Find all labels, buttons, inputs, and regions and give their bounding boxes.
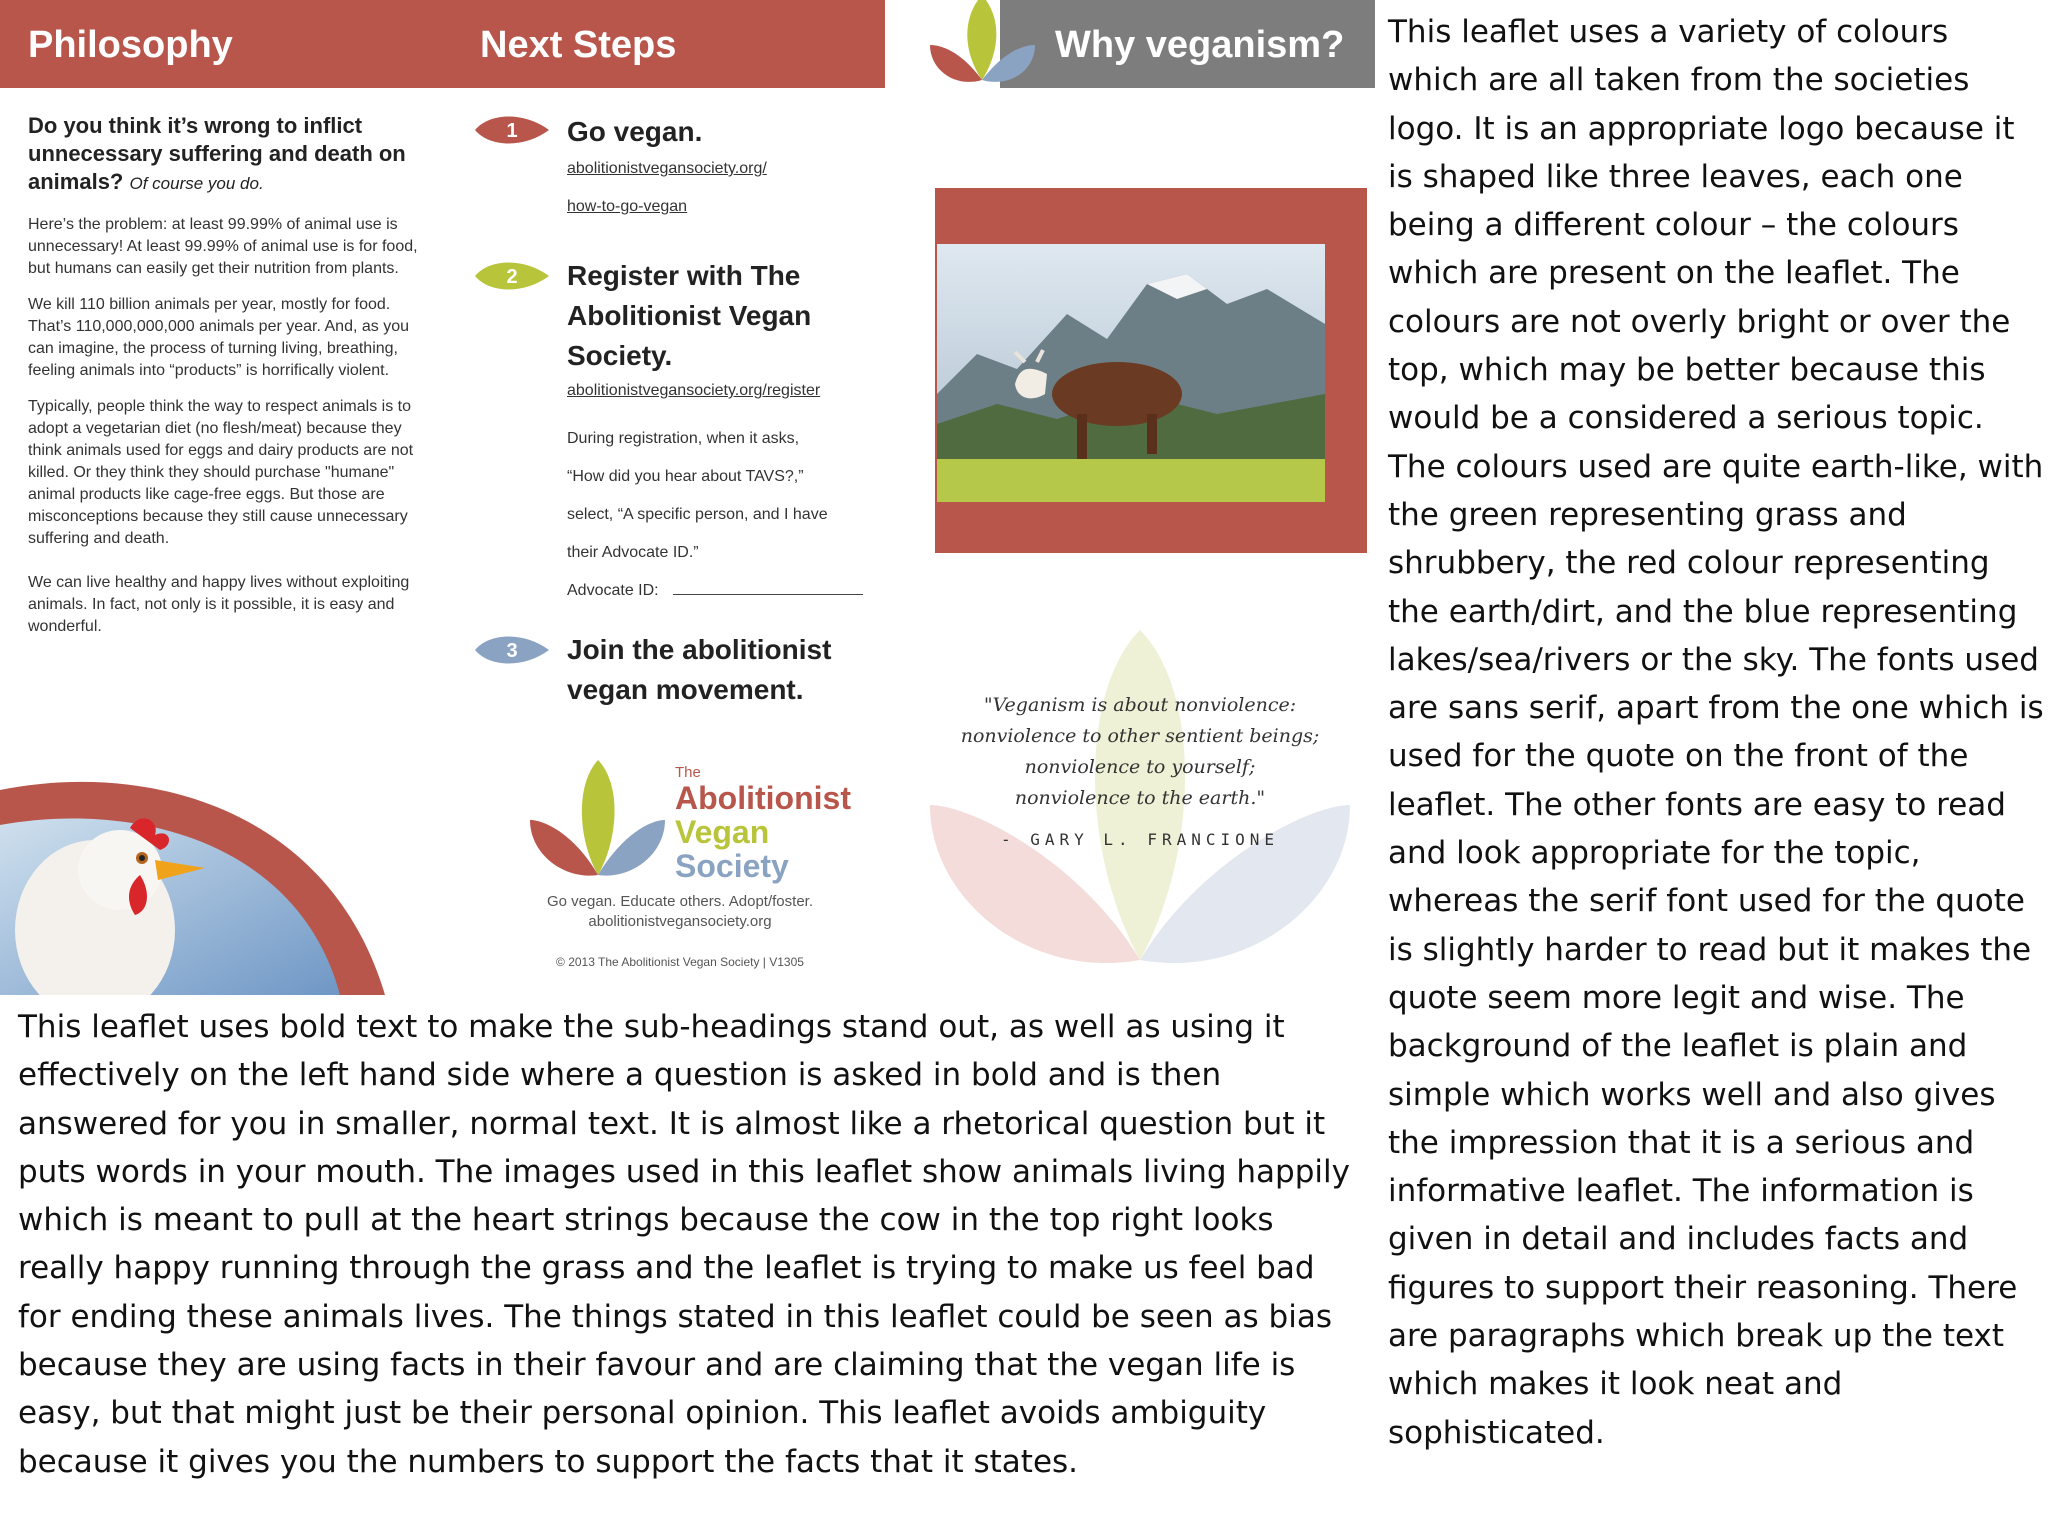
step-2-badge-icon [475,256,549,296]
philosophy-column [28,112,428,638]
philosophy-heading: Philosophy [28,24,233,66]
advocate-id-label: Advocate ID: [567,582,659,599]
step-3-title: Join the abolitionist vegan movement. [567,634,832,705]
philosophy-question [28,112,428,198]
leaflet-header-bar [0,0,885,88]
svg-text:3: 3 [506,640,518,662]
register-link[interactable]: abolitionistvegansociety.org/register [567,382,821,399]
cow-image [937,244,1325,502]
advocate-id-field[interactable] [673,594,863,595]
paragraph: Here’s the problem: at least 99.99% of animal use is unnecessary! At least 99.99% of animal use is for food, but humans can easily get their nutrition from plants. [28,216,418,277]
leaflet-image [0,0,1375,995]
paragraph: We kill 110 billion animals per year, mostly for food. That’s 110,000,000,000 animals per year. And, as you can imagine, the process of turning living, breathing, feeling animals into “products” is horrifically violent. [28,296,409,379]
quote-author: - GARY L. FRANCIONE [1000,830,1280,849]
francione-quote: "Veganism is about nonviolence: nonviolence to other sentient beings; nonviolence to yourself; nonviolence to the earth." [960,694,1320,809]
svg-text:2: 2 [506,266,518,288]
question-text: Do you think it’s wrong to inflict unnecessary suffering and death on animals? [28,113,406,194]
next-steps-heading: Next Steps [480,24,677,66]
society-logo-text: The Abolitionist Vegan Society [675,764,851,884]
step-3-badge-icon [475,630,549,670]
registration-notes: During registration, when it asks, “How did you hear about TAVS?,” select, “A specific person, and I have their Advocate ID.” Advocate ID: [567,420,863,610]
paragraph: Typically, people think the way to respect animals is to adopt a vegetarian diet (no flesh/meat) because they think animals used for eggs and dairy products are not killed. Or they think they should purchase "humane" animal products like cage-free eggs. But those are misconceptions because they still cause unnecessary suffering and death. [28,398,414,547]
how-to-go-vegan-link[interactable]: abolitionistvegansociety.org/ [567,160,767,177]
paragraph: We can live healthy and happy lives without exploiting animals. In fact, not only is it possible, it is easy and wonderful. [28,574,410,635]
chicken-image [0,750,400,995]
society-logo-icon [530,760,665,880]
copyright: © 2013 The Abolitionist Vegan Society | V1305 [556,955,804,969]
leaf-logo-icon [930,0,1035,92]
how-to-go-vegan-link[interactable]: how-to-go-vegan [567,198,688,215]
logo-tagline: Go vegan. Educate others. Adopt/foster. [546,893,813,910]
step-2-title: Register with The Abolitionist Vegan Society. [567,260,812,371]
commentary-bottom: This leaflet uses bold text to make the sub-headings stand out, as well as using it effectively on the left hand side where a question is asked in bold and is then answered for you in smaller, normal text. It is almost like a rhetorical question but it puts words in your mouth. The images used in this leaflet show animals living happily which is meant to pull at the heart strings because the cow in the top right looks really happy running through the grass and the leaflet is trying to make us feel bad for ending these animals lives. The things stated in this leaflet could be seen as bias because they are using facts in their favour and are claiming that the vegan life is easy, but that might just be their personal opinion. This leaflet avoids ambiguity because it gives you the numbers to support the facts that it states. [18,1009,1350,1480]
answer-text: Of course you do. [129,174,264,193]
step-1-title: Go vegan. [567,116,703,147]
why-veganism-header [1000,0,1375,88]
step-1-badge-icon [475,110,549,150]
why-veganism-heading: Why veganism? [1055,24,1345,66]
commentary-right: This leaflet uses a variety of colours which are all taken from the societies logo. It is an appropriate logo because it is shaped like three leaves, each one being a different colour – the colours which are present on the leaflet. The colours are not overly bright or over the top, which may be better because this would be a considered a serious topic. The colours used are quite earth-like, with the green representing grass and shrubbery, the red colour representing the earth/dirt, and the blue representing lakes/sea/rivers or the sky. The fonts used are sans serif, apart from the one which is used for the quote on the front of the leaflet. The other fonts are easy to read and look appropriate for the topic, whereas the serif font used for the quote is slightly harder to read but it makes the quote seem more legit and wise. The background of the leaflet is plain and simple which works well and also gives the impression that it is a serious and informative leaflet. The information is given in detail and includes facts and figures to support their reasoning. There are paragraphs which break up the text which makes it look neat and sophisticated. [1388,14,2044,1451]
logo-site: abolitionistvegansociety.org [588,913,772,930]
svg-text:1: 1 [506,120,518,142]
